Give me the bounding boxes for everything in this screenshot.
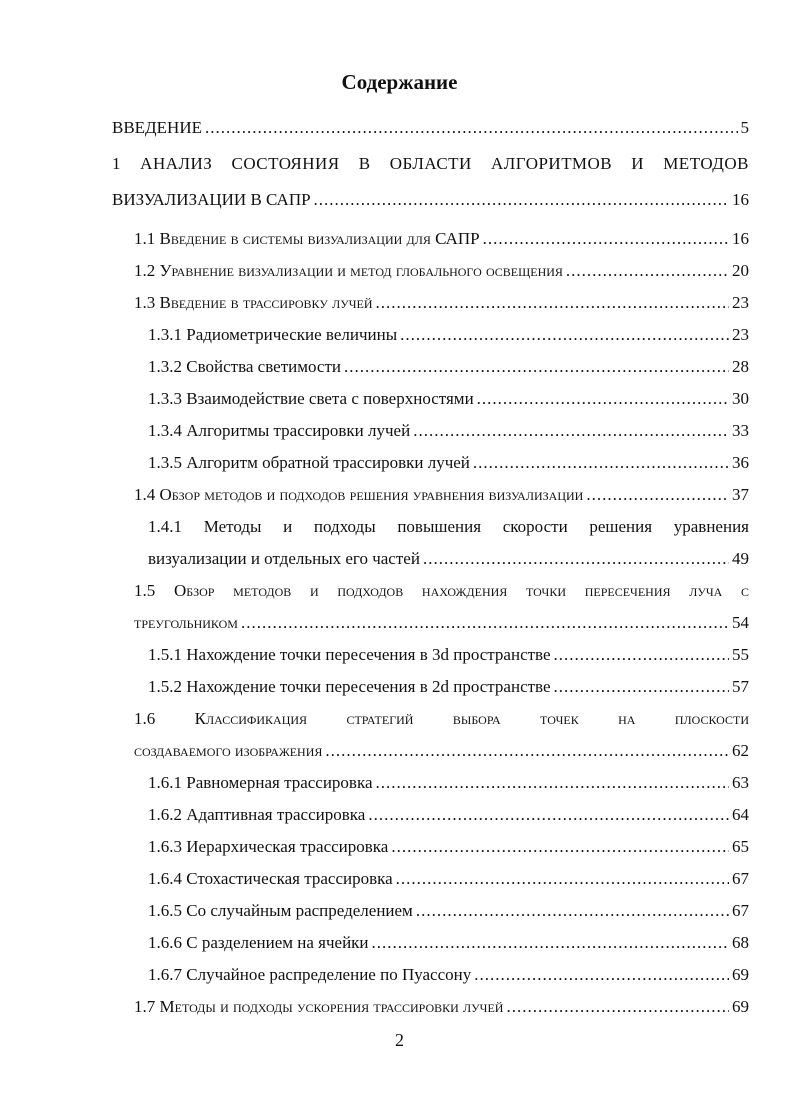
toc-label: 1.3.1 Радиометрические величины — [148, 325, 398, 344]
toc-label: 1.6 Классификация стратегий выбора точек на плоскости — [134, 709, 749, 728]
toc-page: 33 — [732, 421, 749, 440]
toc-leader — [477, 388, 729, 410]
toc-leader — [368, 804, 729, 826]
toc-entry-1-3-1[interactable] — [148, 324, 749, 346]
toc-entry-1-6-line1[interactable] — [134, 708, 749, 730]
toc-entry-1-4[interactable] — [134, 484, 749, 506]
toc-page: 23 — [732, 293, 749, 312]
toc-label: визуализации и отдельных его частей — [148, 549, 420, 568]
toc-page: 62 — [732, 741, 749, 760]
toc-label: 1.4.1 Методы и подходы повышения скорости решения уравнения — [148, 517, 749, 536]
toc-label: 1 АНАЛИЗ СОСТОЯНИЯ В ОБЛАСТИ АЛГОРИТМОВ И МЕТОДОВ — [112, 154, 749, 173]
toc-entry-1-3[interactable] — [134, 292, 749, 314]
toc-page: 30 — [732, 389, 749, 408]
toc-entry-1-6-2[interactable] — [148, 804, 749, 826]
toc-label: 1.2 Уравнение визуализации и метод глобального освещения — [134, 261, 563, 280]
toc-leader — [344, 356, 729, 378]
toc-label: 1.1 Введение в системы визуализации для САПР — [134, 229, 480, 248]
toc-label: 1.6.5 Со случайным распределением — [148, 901, 413, 920]
toc-entry-1-6-line2[interactable] — [134, 740, 749, 762]
toc-leader — [376, 772, 729, 794]
toc-page: 16 — [732, 190, 749, 209]
toc-leader — [586, 484, 729, 506]
toc-label: 1.3.4 Алгоритмы трассировки лучей — [148, 421, 411, 440]
toc-label: 1.4 Обзор методов и подходов решения уравнения визуализации — [134, 485, 584, 504]
toc-entry-intro[interactable] — [112, 117, 749, 139]
toc-page: 55 — [732, 645, 749, 664]
toc-page: 5 — [740, 118, 749, 137]
toc-page: 36 — [732, 453, 749, 472]
toc-page: 68 — [732, 933, 749, 952]
toc-label: 1.6.6 С разделением на ячейки — [148, 933, 369, 952]
toc-label: 1.3.2 Свойства светимости — [148, 357, 341, 376]
toc-entry-1-6-1[interactable] — [148, 772, 749, 794]
toc-entry-1-4-1-line2[interactable] — [148, 548, 749, 570]
toc-entry-1-6-5[interactable] — [148, 900, 749, 922]
toc-leader — [554, 644, 729, 666]
toc-page: 37 — [732, 485, 749, 504]
toc-entry-1-1[interactable] — [134, 228, 749, 250]
toc-label: 1.6.1 Равномерная трассировка — [148, 773, 373, 792]
toc-page: 16 — [732, 229, 749, 248]
toc-entry-1-6-7[interactable] — [148, 964, 749, 986]
toc-leader — [396, 868, 729, 890]
toc-entry-1-3-4[interactable] — [148, 420, 749, 442]
toc-label: ВВЕДЕНИЕ — [112, 118, 202, 137]
toc-page: 67 — [732, 901, 749, 920]
toc-page: 57 — [732, 677, 749, 696]
toc-label: 1.5 Обзор методов и подходов нахождения точки пересечения луча с — [134, 581, 749, 600]
toc-label: ВИЗУАЛИЗАЦИИ В САПР — [112, 190, 311, 209]
toc-leader — [391, 836, 729, 858]
toc-page: 64 — [732, 805, 749, 824]
toc-leader — [483, 228, 729, 250]
toc-page: 28 — [732, 357, 749, 376]
toc-entry-ch1-line1[interactable] — [112, 153, 749, 175]
toc-label: 1.6.2 Адаптивная трассировка — [148, 805, 366, 824]
toc-page: 65 — [732, 837, 749, 856]
toc-entry-1-6-6[interactable] — [148, 932, 749, 954]
page-number: 2 — [395, 1030, 404, 1050]
toc-page: 54 — [732, 613, 749, 632]
toc-label: 1.5.2 Нахождение точки пересечения в 2d пространстве — [148, 677, 551, 696]
toc-entry-1-3-2[interactable] — [148, 356, 749, 378]
toc-leader — [314, 189, 729, 211]
toc-page: 23 — [732, 325, 749, 344]
toc-entry-1-6-4[interactable] — [148, 868, 749, 890]
toc-entry-1-6-3[interactable] — [148, 836, 749, 858]
toc-label: 1.6.4 Стохастическая трассировка — [148, 869, 393, 888]
toc-label: 1.5.1 Нахождение точки пересечения в 3d пространстве — [148, 645, 551, 664]
toc-label: 1.3.3 Взаимодействие света с поверхностями — [148, 389, 474, 408]
toc-leader — [473, 452, 729, 474]
toc-entry-1-3-5[interactable] — [148, 452, 749, 474]
toc-leader — [423, 548, 729, 570]
toc-page: 69 — [732, 965, 749, 984]
toc-leader — [506, 996, 729, 1018]
toc-label: создаваемого изображения — [134, 741, 323, 760]
toc-label: 1.6.7 Случайное распределение по Пуассону — [148, 965, 472, 984]
toc-leader — [400, 324, 729, 346]
toc-entry-1-5-2[interactable] — [148, 676, 749, 698]
toc-label: 1.7 Методы и подходы ускорения трассировки лучей — [134, 997, 504, 1016]
toc-page: 49 — [732, 549, 749, 568]
toc-entry-1-5-line2[interactable] — [134, 612, 749, 634]
toc-entry-1-4-1-line1[interactable] — [148, 516, 749, 538]
page-title: Содержание — [341, 70, 458, 94]
toc-entry-1-5-line1[interactable] — [134, 580, 749, 602]
toc-leader — [205, 117, 738, 139]
toc-leader — [376, 292, 730, 314]
toc-leader — [413, 420, 729, 442]
toc-leader — [474, 964, 729, 986]
toc-page: 69 — [732, 997, 749, 1016]
toc-page: 20 — [732, 261, 749, 280]
toc-entry-1-3-3[interactable] — [148, 388, 749, 410]
toc-entry-1-2[interactable] — [134, 260, 749, 282]
toc-label: 1.3.5 Алгоритм обратной трассировки лучей — [148, 453, 470, 472]
toc-leader — [566, 260, 729, 282]
toc-label: треугольником — [134, 613, 238, 632]
toc-leader — [241, 612, 729, 634]
toc-leader — [325, 740, 729, 762]
toc-leader — [416, 900, 729, 922]
toc-label: 1.3 Введение в трассировку лучей — [134, 293, 373, 312]
toc-entry-1-7[interactable] — [134, 996, 749, 1018]
toc-page: 63 — [732, 773, 749, 792]
toc-entry-1-5-1[interactable] — [148, 644, 749, 666]
toc-leader — [372, 932, 729, 954]
toc-page: 67 — [732, 869, 749, 888]
toc-entry-ch1-line2[interactable] — [112, 189, 749, 211]
toc-label: 1.6.3 Иерархическая трассировка — [148, 837, 389, 856]
toc-leader — [554, 676, 729, 698]
